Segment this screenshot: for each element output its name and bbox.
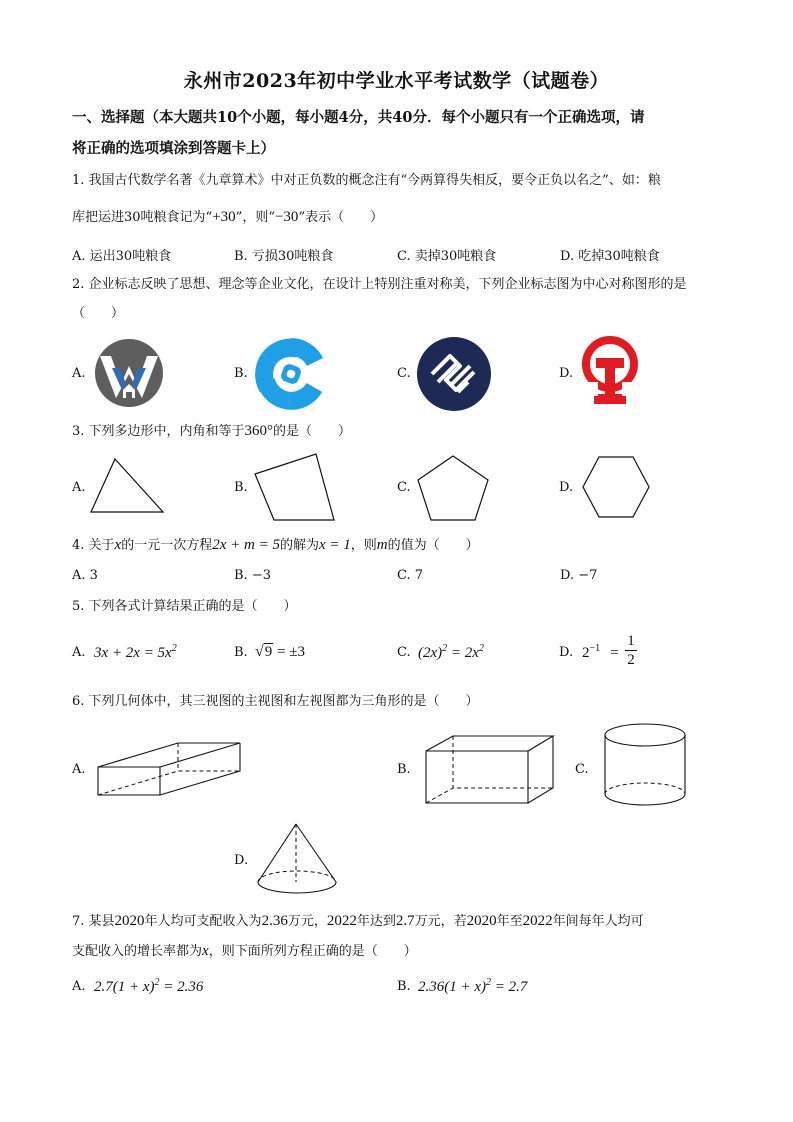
q4-solution: x = 1 — [318, 537, 351, 553]
q1-option-b: B. 亏损30吨粮食 — [234, 249, 334, 264]
q4-equation: 2x + m = 5 — [212, 537, 280, 553]
q1-option-a: A. 运出30吨粮食 — [72, 249, 172, 264]
cone-shape — [256, 822, 340, 896]
q4-option-a: A. 3 — [72, 568, 98, 583]
triangle-shape — [88, 456, 168, 516]
q3-label-a: A. — [72, 480, 86, 495]
page-title: 永州市2023年初中学业水平考试数学（试题卷） — [183, 70, 610, 92]
q5-option-d: $2^{-1}$ = — [582, 643, 619, 661]
q1-stem-line1: 1. 我国古代数学名著《九章算术》中对正负数的概念注有“今两算得失相反，要令正负以名之”、如：粮 — [72, 173, 661, 188]
q7-option-a: $2.7(1 + x)^2 = 2.36$ — [94, 977, 204, 995]
q2-stem-line1: 2. 企业标志反映了思想、理念等企业文化，在设计上特别注重对称美，下列企业标志图为中心对称图形的是 — [72, 277, 687, 292]
q5-label-c: C. — [397, 645, 411, 660]
q5-label-b: B. — [234, 645, 248, 660]
q1-option-d: D. 吃掉30吨粮食 — [560, 249, 660, 264]
q2-label-d: D. — [559, 366, 574, 381]
q7-stem-line2: 支配收入的增长率都为x，则下面所列方程正确的是（ ） — [72, 943, 417, 959]
q4-option-c: C. 7 — [397, 568, 424, 583]
q3-stem: 3. 下列多边形中，内角和等于360°的是（ ） — [72, 423, 352, 439]
q6-label-a: A. — [72, 762, 86, 777]
q7-label-a: A. — [72, 979, 86, 994]
q5-option-a: $3x + 2x = 5x^2$ — [94, 643, 177, 661]
logo-railway-icon — [580, 336, 640, 410]
cuboid-flat-shape — [94, 740, 242, 796]
q3-angle: 360° — [244, 423, 274, 439]
q6-label-c: C. — [575, 762, 589, 777]
cuboid-box-shape — [423, 733, 555, 805]
q5-label-a: A. — [72, 645, 86, 660]
q3-label-d: D. — [559, 480, 574, 495]
quadrilateral-shape — [250, 450, 340, 525]
q4-stem: 4. 关于x的一元一次方程2x + m = 5的解为x = 1，则m的值为（ ） — [72, 537, 479, 553]
q5-label-d: D. — [559, 645, 574, 660]
q3-label-c: C. — [397, 480, 411, 495]
q6-stem: 6. 下列几何体中，其三视图的主视图和左视图都为三角形的是（ ） — [72, 694, 479, 709]
logo-china-mobile-icon — [416, 336, 492, 412]
q4-option-b: B. −3 — [234, 568, 271, 583]
q5-stem: 5. 下列各式计算结果正确的是（ ） — [72, 599, 297, 614]
q1-option-c: C. 卖掉30吨粮食 — [397, 249, 497, 264]
section-header-line1: 一、选择题（本大题共10个小题，每小题4分，共40分．每个小题只有一个正确选项，请 — [72, 109, 645, 126]
cylinder-shape — [603, 722, 687, 808]
section-header-line2: 将正确的选项填涂到答题卡上） — [72, 140, 275, 157]
q2-label-b: B. — [234, 366, 248, 381]
logo-w-house-icon — [94, 338, 164, 408]
q5-option-b: √9 = ±3 — [255, 643, 305, 660]
q1-stem-line2: 库把运进30吨粮食记为“+30”，则“−30”表示（ ） — [72, 209, 384, 225]
q5-option-d-fraction: 1 2 — [625, 632, 637, 669]
q2-stem-line2: （ ） — [72, 306, 125, 321]
hexagon-shape — [580, 454, 652, 520]
q7-label-b: B. — [397, 979, 411, 994]
logo-swirl-icon — [253, 336, 329, 412]
q4-option-d: D. −7 — [560, 568, 598, 583]
q1-minus30: −30 — [274, 209, 299, 225]
q2-label-a: A. — [72, 366, 86, 381]
pentagon-shape — [415, 453, 491, 523]
q1-plus30: +30 — [212, 209, 236, 225]
q6-label-b: B. — [397, 762, 411, 777]
q2-label-c: C. — [397, 366, 411, 381]
q6-label-d: D. — [234, 853, 249, 868]
q3-label-b: B. — [234, 480, 248, 495]
q7-stem-line1: 7. 某县2020年人均可支配收入为2.36万元，2022年达到2.7万元，若2020年至2022年间每年人均可 — [72, 913, 644, 929]
q7-option-b: $2.36(1 + x)^2 = 2.7$ — [418, 977, 528, 995]
q5-option-c: $(2x)^2 = 2x^2$ — [418, 643, 484, 661]
